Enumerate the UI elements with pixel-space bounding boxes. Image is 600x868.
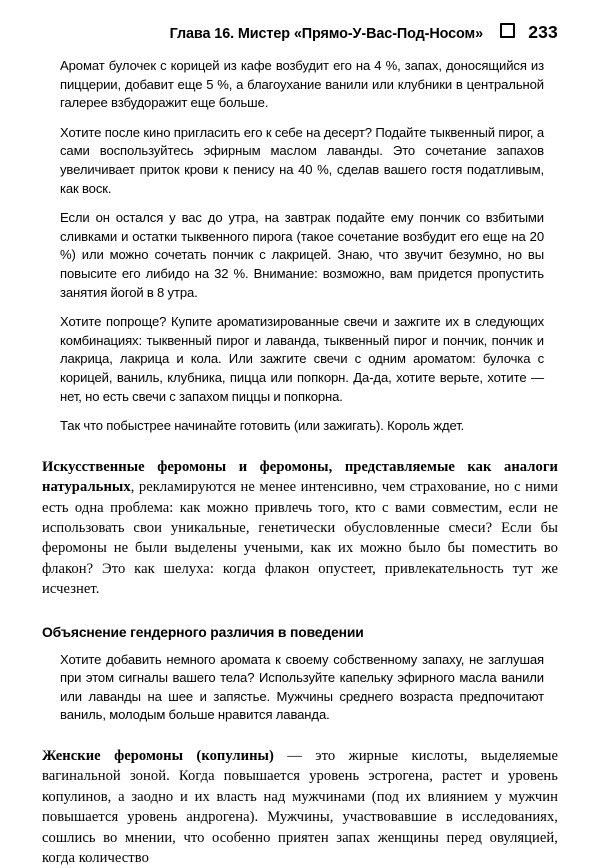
- sans-text-block: [60, 57, 544, 436]
- paragraph: Хотите попроще? Купите ароматизированные свечи и зажгите их в следующих комбинациях: тыквенный пирог и лаванда, тыквенный пирог и пончик, пончик и лакрица, лакрица и кола. Или зажгите свечи с одним ароматом: булочка с корицей, ваниль, клубника, пицца или попкорн. Да-да, хотите верьте, хотите — нет, но есть свечи с запахом пиццы и попкорна.: [60, 314, 544, 404]
- paragraph: Аромат булочек с корицей из кафе возбудит его на 4 %, запах, доносящийся из пиццерии, добавит еще 5 %, а благоухание ванили или клубники в центральной галерее взбудоражит еще больше.: [60, 58, 544, 111]
- serif-paragraph-copulins: [42, 746, 558, 868]
- section-subheading: Объяснение гендерного различия в поведении: [42, 623, 364, 640]
- paragraph: Если он остался у вас до утра, на завтрак подайте ему пончик со взбитыми сливками и остатки тыквенного пирога (такое сочетание возбудит его еще на 20 %) или можно сочетать пончик с лакрицей. Знаю, что звучит безумно, но вы повысите его либидо на 32 %. Внимание: возможно, вам придется пропустить занятия йогой в 8 утра.: [60, 210, 544, 300]
- paragraph-lead-in: Искусственные феромоны и феромоны, представляемые как аналоги натуральных: [42, 458, 558, 496]
- chapter-title: Глава 16. Мистер «Прямо-У-Вас-Под-Носом»: [169, 26, 483, 42]
- page-body: [42, 57, 558, 868]
- paragraph: Так что побыстрее начинайте готовить (или зажигать). Король ждет.: [60, 418, 465, 434]
- paragraph: Хотите после кино пригласить его к себе на десерт? Подайте тыквенный пирог, а сами воспользуйтесь эфирным маслом лаванды. Это сочетание запахов увеличивает приток крови к пенису на 40 %, сделав вашего гостя податливым, как воск.: [60, 124, 544, 196]
- sans-text-block-2: [60, 651, 544, 725]
- running-head: [42, 22, 558, 43]
- paragraph-text: — это жирные кислоты, выделяемые вагинальной зоной. Когда повышается уровень эстрогена, растет и уровень копулинов, а заодно и их власть над мужчинами (под их влиянием у мужчин повышается уровень андрогена). Мужчины, участвовавшие в исследованиях, сошлись во мнении, что особенно приятен запах женщины перед овуляцией, когда количество: [42, 747, 558, 866]
- paragraph: Хотите добавить немного аромата к своему собственному запаху, не заглушая при этом сигналы вашего тела? Используйте капельку эфирного масла ванили или лаванды на шее и запястье. Мужчины среднего возраста предпочитают ваниль, молодым больше нравится лаванда.: [60, 651, 544, 723]
- paragraph-text: , рекламируются не менее интенсивно, чем страхование, но с ними есть одна проблема: как можно привлечь того, кто с вами совместим, если не использовать свои уникальные, генетически обусловленные смеси? Если бы феромоны не были выделены учеными, как их можно было бы поместить во флакон? Это как шелуха: когда флакон опустеет, привлекательность тут же исчезнет.: [42, 479, 558, 598]
- serif-paragraph-artificial-pheromones: [42, 457, 558, 600]
- paragraph-lead-in: Женские феромоны (копулины): [42, 747, 274, 764]
- page-number: 233: [528, 22, 558, 42]
- hollow-square-icon: [500, 23, 515, 38]
